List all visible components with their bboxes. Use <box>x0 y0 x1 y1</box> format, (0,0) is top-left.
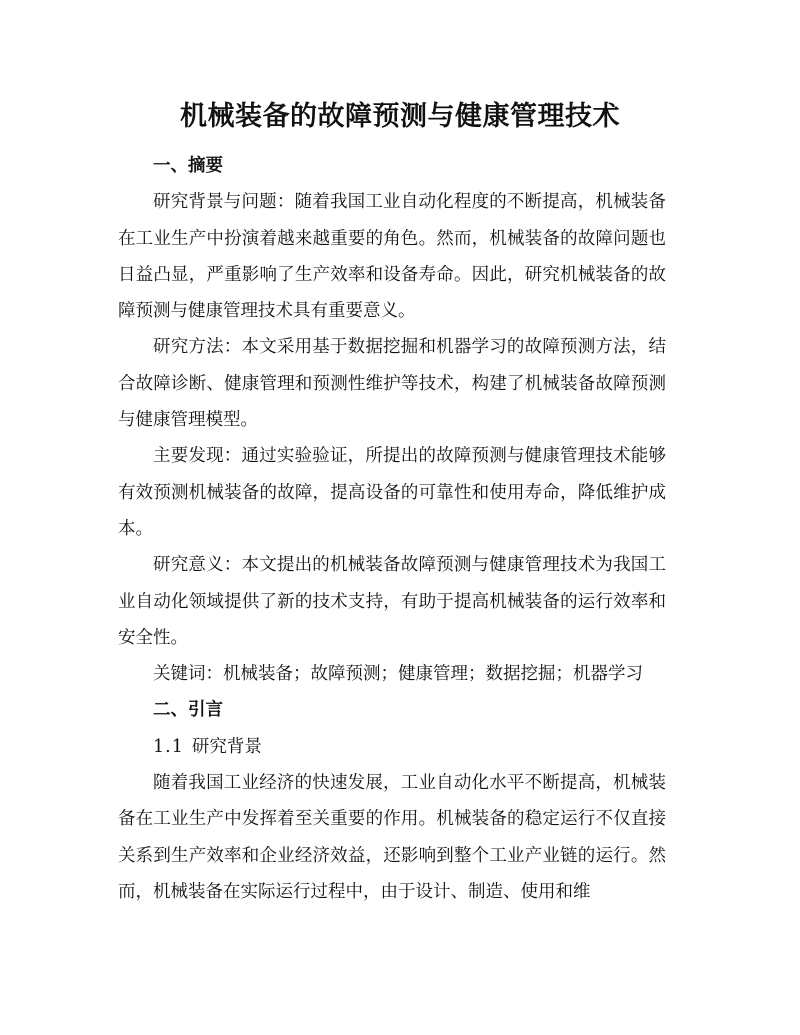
introduction-paragraph: 随着我国工业经济的快速发展，工业自动化水平不断提高，机械装备在工业生产中发挥着至关重要的作用。机械装备的稳定运行不仅直接关系到生产效率和企业经济效益，还影响到整个工业产业链的运行。然而，机械装备在实际运行过程中，由于设计、制造、使用和维 <box>118 773 666 902</box>
abstract-paragraph-method: 研究方法：本文采用基于数据挖掘和机器学习的故障预测方法，结合故障诊断、健康管理和预测性维护等技术，构建了机械装备故障预测与健康管理模型。 <box>118 337 666 431</box>
subsection-title: 研究背景 <box>191 736 262 757</box>
document-body <box>118 148 666 910</box>
section-heading-abstract: 一、摘要 <box>153 156 223 176</box>
document-title: 机械装备的故障预测与健康管理技术 <box>180 101 620 132</box>
abstract-paragraph-background: 研究背景与问题：随着我国工业自动化程度的不断提高，机械装备在工业生产中扮演着越来越重要的角色。然而，机械装备的故障问题也日益凸显，严重影响了生产效率和设备寿命。因此，研究机械装备的故障预测与健康管理技术具有重要意义。 <box>118 192 666 322</box>
section-heading-introduction: 二、引言 <box>153 700 223 721</box>
abstract-paragraph-findings: 主要发现：通过实验验证，所提出的故障预测与健康管理技术能够有效预测机械装备的故障，提高设备的可靠性和使用寿命，降低维护成本。 <box>118 446 666 539</box>
subsection-heading <box>118 729 666 765</box>
abstract-paragraph-significance: 研究意义：本文提出的机械装备故障预测与健康管理技术为我国工业自动化领域提供了新的技术支持，有助于提高机械装备的运行效率和安全性。 <box>118 555 666 648</box>
keywords-line: 关键词：机械装备；故障预测；健康管理；数据挖掘；机器学习 <box>153 664 643 685</box>
subsection-number: 1.1 <box>153 736 184 757</box>
